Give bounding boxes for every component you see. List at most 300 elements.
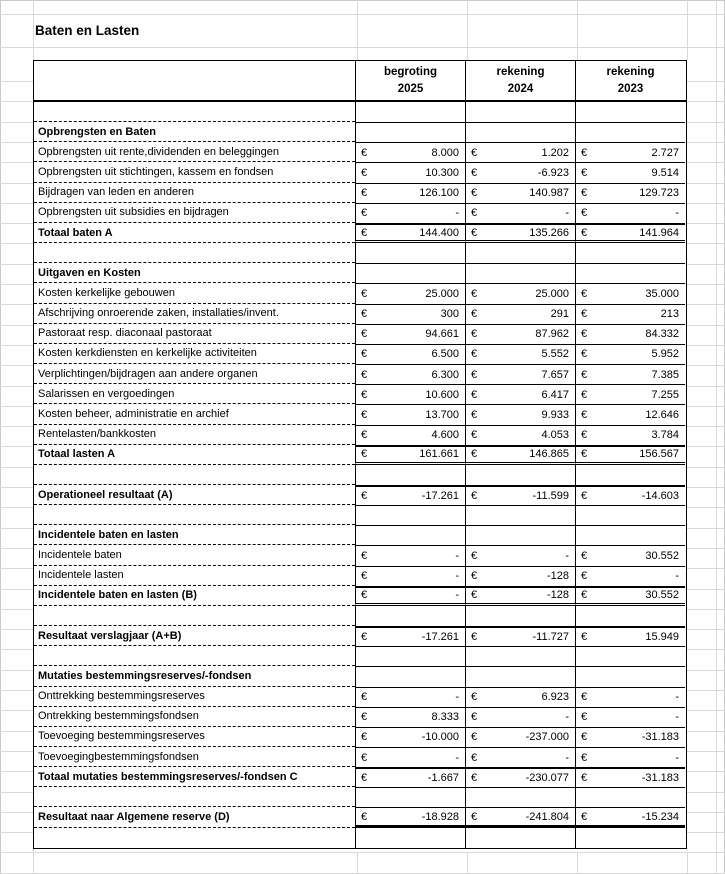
value-cell[interactable] [575, 283, 685, 303]
row-label: Bijdragen van leden en anderen [38, 186, 194, 199]
table-row [34, 687, 686, 707]
currency-symbol: € [581, 691, 588, 704]
table-row [34, 384, 686, 404]
gridline-h [0, 47, 725, 48]
table-row [34, 263, 686, 283]
row-label-cell[interactable] [34, 384, 355, 404]
value-cell[interactable] [575, 324, 685, 344]
amount: - [455, 550, 459, 563]
value-cell[interactable] [355, 646, 465, 666]
table-row [34, 545, 686, 565]
row-label: Uitgaven en Kosten [38, 266, 141, 279]
value-cell[interactable] [465, 122, 575, 142]
value-cell[interactable] [355, 807, 465, 827]
row-label-cell[interactable] [34, 283, 355, 303]
row-label-cell[interactable] [34, 425, 355, 445]
value-cell[interactable] [355, 102, 465, 122]
row-label-cell[interactable] [34, 566, 355, 586]
value-cell[interactable] [575, 344, 685, 364]
currency-symbol: € [361, 711, 368, 724]
amount: - [675, 751, 679, 764]
row-label: Ontrekking bestemmingsfondsen [38, 710, 199, 723]
value-cell[interactable] [355, 747, 465, 767]
amount: -15.234 [641, 810, 679, 823]
row-label-cell[interactable] [34, 263, 355, 283]
currency-symbol: € [361, 328, 368, 341]
value-cell[interactable] [355, 727, 465, 747]
value-cell[interactable] [355, 142, 465, 162]
value-cell[interactable] [575, 304, 685, 324]
amount: - [675, 207, 679, 220]
value-cell[interactable] [465, 445, 575, 465]
value-cell[interactable] [575, 243, 685, 263]
value-cell[interactable] [575, 586, 685, 606]
value-cell[interactable] [575, 445, 685, 465]
value-cell[interactable] [575, 767, 685, 787]
value-cell[interactable] [465, 263, 575, 283]
currency-symbol: € [471, 368, 478, 381]
amount: -11.727 [532, 631, 569, 644]
value-cell[interactable] [355, 183, 465, 203]
value-cell[interactable] [575, 707, 685, 727]
currency-symbol: € [581, 731, 588, 744]
row-label: Resultaat verslagjaar (A+B) [38, 629, 182, 642]
value-cell[interactable] [465, 807, 575, 827]
value-cell[interactable] [575, 807, 685, 827]
currency-symbol: € [471, 308, 478, 321]
value-cell[interactable] [465, 767, 575, 787]
amount: 25.000 [535, 287, 569, 300]
value-cell[interactable] [355, 828, 465, 848]
currency-symbol: € [471, 550, 478, 563]
table-row [34, 122, 686, 142]
currency-symbol: € [471, 711, 478, 724]
value-cell[interactable] [575, 646, 685, 666]
currency-symbol: € [581, 368, 588, 381]
currency-symbol: € [471, 348, 478, 361]
row-label-cell[interactable] [34, 404, 355, 424]
row-label: Kosten kerkdiensten en kerkelijke activiteiten [38, 347, 257, 360]
baten-lasten-table [33, 60, 687, 849]
amount: 1.202 [541, 146, 569, 159]
currency-symbol: € [361, 589, 368, 602]
row-label: Totaal mutaties bestemmingsreserves/-fondsen C [38, 770, 298, 783]
value-cell[interactable] [575, 122, 685, 142]
value-cell[interactable] [355, 586, 465, 606]
value-cell[interactable] [575, 727, 685, 747]
row-label-cell[interactable] [34, 727, 355, 747]
value-cell[interactable] [355, 122, 465, 142]
row-label-cell[interactable] [34, 122, 355, 142]
amount: 161.661 [419, 448, 459, 461]
value-cell[interactable] [355, 787, 465, 807]
value-cell[interactable] [575, 787, 685, 807]
currency-symbol: € [471, 691, 478, 704]
currency-symbol: € [361, 146, 368, 159]
value-cell[interactable] [465, 828, 575, 848]
amount: 8.333 [431, 711, 459, 724]
row-label: Incidentele lasten [38, 569, 124, 582]
table-row [34, 646, 686, 666]
column-header-year: 2023 [617, 83, 644, 95]
currency-symbol: € [581, 751, 588, 764]
column-header-rekening-2023[interactable] [575, 61, 685, 100]
table-row [34, 666, 686, 686]
row-label-cell[interactable] [34, 183, 355, 203]
table-row [34, 707, 686, 727]
row-label-cell[interactable] [34, 586, 355, 606]
value-cell[interactable] [465, 203, 575, 223]
row-label-cell[interactable] [34, 747, 355, 767]
amount: -1.667 [427, 772, 459, 785]
value-cell[interactable] [355, 364, 465, 384]
value-cell[interactable] [575, 606, 685, 626]
value-cell[interactable] [575, 384, 685, 404]
table-row [34, 747, 686, 767]
row-label-cell[interactable] [34, 102, 355, 122]
row-label-cell[interactable] [34, 707, 355, 727]
value-cell[interactable] [465, 787, 575, 807]
value-cell[interactable] [575, 505, 685, 525]
currency-symbol: € [471, 429, 478, 442]
amount: - [565, 751, 569, 764]
value-cell[interactable] [355, 485, 465, 505]
value-cell[interactable] [575, 566, 685, 586]
value-cell[interactable] [465, 505, 575, 525]
value-cell[interactable] [355, 223, 465, 243]
row-label-cell[interactable] [34, 203, 355, 223]
currency-symbol: € [581, 328, 588, 341]
amount: 6.923 [541, 691, 569, 704]
currency-symbol: € [581, 550, 588, 563]
value-cell[interactable] [575, 162, 685, 182]
value-cell[interactable] [465, 142, 575, 162]
row-label-cell[interactable] [34, 666, 355, 686]
currency-symbol: € [471, 631, 478, 644]
value-cell[interactable] [575, 183, 685, 203]
value-cell[interactable] [355, 404, 465, 424]
currency-symbol: € [361, 448, 368, 461]
amount: - [565, 207, 569, 220]
value-cell[interactable] [465, 384, 575, 404]
table-row [34, 606, 686, 626]
value-cell[interactable] [465, 324, 575, 344]
value-cell[interactable] [465, 304, 575, 324]
currency-symbol: € [581, 589, 588, 602]
row-label-cell[interactable] [34, 304, 355, 324]
currency-symbol: € [471, 146, 478, 159]
amount: - [455, 570, 459, 583]
row-label: Opbrengsten uit rente,dividenden en beleggingen [38, 145, 279, 158]
value-cell[interactable] [465, 646, 575, 666]
header-label-cell[interactable] [34, 61, 355, 100]
page-title: Baten en Lasten [35, 23, 140, 38]
row-label-cell[interactable] [34, 767, 355, 787]
row-label-cell[interactable] [34, 465, 355, 485]
amount: - [455, 207, 459, 220]
amount: 9.514 [651, 167, 679, 180]
currency-symbol: € [471, 772, 478, 785]
value-cell[interactable] [575, 364, 685, 384]
row-label-cell[interactable] [34, 646, 355, 666]
value-cell[interactable] [465, 626, 575, 646]
gridline-h [0, 852, 725, 853]
value-cell[interactable] [355, 525, 465, 545]
currency-symbol: € [471, 207, 478, 220]
row-label-cell[interactable] [34, 223, 355, 243]
amount: 8.000 [431, 146, 459, 159]
value-cell[interactable] [575, 626, 685, 646]
amount: 6.500 [431, 348, 459, 361]
currency-symbol: € [471, 287, 478, 300]
table-row [34, 828, 686, 848]
value-cell[interactable] [355, 324, 465, 344]
value-cell[interactable] [465, 283, 575, 303]
amount: -230.077 [525, 772, 569, 785]
currency-symbol: € [361, 187, 368, 200]
currency-symbol: € [471, 570, 478, 583]
row-label-cell[interactable] [34, 807, 355, 827]
table-row [34, 283, 686, 303]
currency-symbol: € [361, 550, 368, 563]
value-cell[interactable] [355, 626, 465, 646]
row-label-cell[interactable] [34, 344, 355, 364]
value-cell[interactable] [575, 425, 685, 445]
table-row [34, 505, 686, 525]
value-cell[interactable] [465, 223, 575, 243]
row-label: Totaal baten A [38, 226, 113, 239]
row-label: Opbrengsten uit stichtingen, kassem en fondsen [38, 166, 274, 179]
value-cell[interactable] [465, 183, 575, 203]
table-row [34, 203, 686, 223]
currency-symbol: € [361, 429, 368, 442]
row-label: Kosten kerkelijke gebouwen [38, 286, 175, 299]
value-cell[interactable] [575, 545, 685, 565]
currency-symbol: € [361, 772, 368, 785]
value-cell[interactable] [575, 465, 685, 485]
currency-symbol: € [471, 187, 478, 200]
row-label-cell[interactable] [34, 364, 355, 384]
value-cell[interactable] [465, 566, 575, 586]
currency-symbol: € [361, 731, 368, 744]
table-row [34, 344, 686, 364]
value-cell[interactable] [465, 545, 575, 565]
gridline-v [716, 0, 717, 874]
value-cell[interactable] [575, 747, 685, 767]
amount: -237.000 [525, 731, 569, 744]
row-label-cell[interactable] [34, 545, 355, 565]
table-row [34, 223, 686, 243]
amount: -10.000 [421, 731, 459, 744]
value-cell[interactable] [575, 525, 685, 545]
value-cell[interactable] [465, 344, 575, 364]
amount: 10.600 [425, 388, 459, 401]
row-label: Verplichtingen/bijdragen aan andere organen [38, 367, 258, 380]
column-header-begroting-2025[interactable] [355, 61, 465, 100]
value-cell[interactable] [575, 485, 685, 505]
currency-symbol: € [361, 368, 368, 381]
amount: 9.933 [541, 408, 569, 421]
currency-symbol: € [361, 207, 368, 220]
currency-symbol: € [471, 448, 478, 461]
currency-symbol: € [361, 570, 368, 583]
row-label-cell[interactable] [34, 828, 355, 848]
value-cell[interactable] [465, 243, 575, 263]
amount: 7.385 [651, 368, 679, 381]
currency-symbol: € [581, 408, 588, 421]
currency-symbol: € [581, 207, 588, 220]
currency-symbol: € [471, 589, 478, 602]
value-cell[interactable] [355, 465, 465, 485]
value-cell[interactable] [355, 304, 465, 324]
row-label-cell[interactable] [34, 505, 355, 525]
value-cell[interactable] [465, 485, 575, 505]
amount: - [565, 711, 569, 724]
value-cell[interactable] [575, 828, 685, 848]
value-cell[interactable] [355, 445, 465, 465]
amount: 35.000 [645, 287, 679, 300]
value-cell[interactable] [575, 687, 685, 707]
row-label: Onttrekking bestemmingsreserves [38, 690, 205, 703]
value-cell[interactable] [355, 545, 465, 565]
table-row [34, 304, 686, 324]
amount: -128 [546, 570, 569, 583]
value-cell[interactable] [575, 203, 685, 223]
amount: 10.300 [425, 167, 459, 180]
row-label: Opbrengsten en Baten [38, 125, 156, 138]
row-label: Totaal lasten A [38, 448, 116, 461]
currency-symbol: € [581, 711, 588, 724]
value-cell[interactable] [355, 707, 465, 727]
amount: - [675, 570, 679, 583]
value-cell[interactable] [575, 142, 685, 162]
currency-symbol: € [361, 388, 368, 401]
amount: 141.964 [639, 226, 679, 239]
value-cell[interactable] [355, 425, 465, 445]
amount: 129.723 [639, 187, 679, 200]
value-cell[interactable] [355, 263, 465, 283]
row-label-cell[interactable] [34, 787, 355, 807]
row-label-cell[interactable] [34, 162, 355, 182]
amount: 94.661 [425, 328, 459, 341]
value-cell[interactable] [465, 425, 575, 445]
currency-symbol: € [581, 308, 588, 321]
amount: 30.552 [645, 550, 679, 563]
value-cell[interactable] [465, 465, 575, 485]
value-cell[interactable] [355, 606, 465, 626]
amount: -241.804 [525, 810, 569, 823]
value-cell[interactable] [355, 384, 465, 404]
table-row [34, 445, 686, 465]
row-label-cell[interactable] [34, 142, 355, 162]
amount: 144.400 [419, 226, 459, 239]
value-cell[interactable] [355, 566, 465, 586]
table-row [34, 767, 686, 787]
amount: 135.266 [529, 226, 569, 239]
value-cell[interactable] [465, 364, 575, 384]
value-cell[interactable] [575, 102, 685, 122]
row-label: Kosten beheer, administratie en archief [38, 407, 229, 420]
gridline-v [577, 852, 578, 874]
value-cell[interactable] [465, 162, 575, 182]
value-cell[interactable] [575, 404, 685, 424]
value-cell[interactable] [355, 666, 465, 686]
row-label-cell[interactable] [34, 485, 355, 505]
table-row [34, 586, 686, 606]
value-cell[interactable] [355, 344, 465, 364]
amount: 15.949 [645, 631, 679, 644]
value-cell[interactable] [575, 223, 685, 243]
row-label-cell[interactable] [34, 243, 355, 263]
value-cell[interactable] [465, 727, 575, 747]
currency-symbol: € [471, 328, 478, 341]
currency-symbol: € [471, 388, 478, 401]
row-label-cell[interactable] [34, 445, 355, 465]
value-cell[interactable] [355, 283, 465, 303]
value-cell[interactable] [465, 525, 575, 545]
amount: 5.552 [541, 348, 569, 361]
value-cell[interactable] [465, 586, 575, 606]
value-cell[interactable] [355, 687, 465, 707]
column-header-year: 2025 [397, 83, 424, 95]
row-label-cell[interactable] [34, 687, 355, 707]
currency-symbol: € [471, 810, 478, 823]
row-label-cell[interactable] [34, 525, 355, 545]
value-cell[interactable] [465, 707, 575, 727]
row-label: Afschrijving onroerende zaken, installaties/invent. [38, 307, 279, 320]
table-row [34, 807, 686, 827]
value-cell[interactable] [575, 263, 685, 283]
amount: -31.183 [641, 731, 679, 744]
row-label: Operationeel resultaat (A) [38, 488, 173, 501]
amount: -11.599 [532, 490, 569, 503]
amount: 300 [440, 308, 459, 321]
currency-symbol: € [581, 388, 588, 401]
table-header-row [34, 61, 686, 102]
currency-symbol: € [361, 810, 368, 823]
value-cell[interactable] [465, 666, 575, 686]
row-label-cell[interactable] [34, 324, 355, 344]
value-cell[interactable] [575, 666, 685, 686]
value-cell[interactable] [465, 747, 575, 767]
value-cell[interactable] [465, 102, 575, 122]
amount: 213 [660, 308, 679, 321]
currency-symbol: € [471, 408, 478, 421]
amount: 156.567 [639, 448, 679, 461]
gridline-v [357, 0, 358, 60]
currency-symbol: € [581, 772, 588, 785]
row-label-cell[interactable] [34, 606, 355, 626]
value-cell[interactable] [355, 767, 465, 787]
value-cell[interactable] [355, 203, 465, 223]
row-label-cell[interactable] [34, 626, 355, 646]
column-header-name: rekening [606, 66, 655, 78]
currency-symbol: € [361, 287, 368, 300]
value-cell[interactable] [465, 687, 575, 707]
value-cell[interactable] [355, 162, 465, 182]
value-cell[interactable] [355, 243, 465, 263]
currency-symbol: € [581, 429, 588, 442]
value-cell[interactable] [465, 404, 575, 424]
value-cell[interactable] [465, 606, 575, 626]
value-cell[interactable] [355, 505, 465, 525]
table-row [34, 727, 686, 747]
currency-symbol: € [471, 751, 478, 764]
table-row [34, 485, 686, 505]
column-header-rekening-2024[interactable] [465, 61, 575, 100]
amount: 87.962 [535, 328, 569, 341]
currency-symbol: € [581, 226, 588, 239]
